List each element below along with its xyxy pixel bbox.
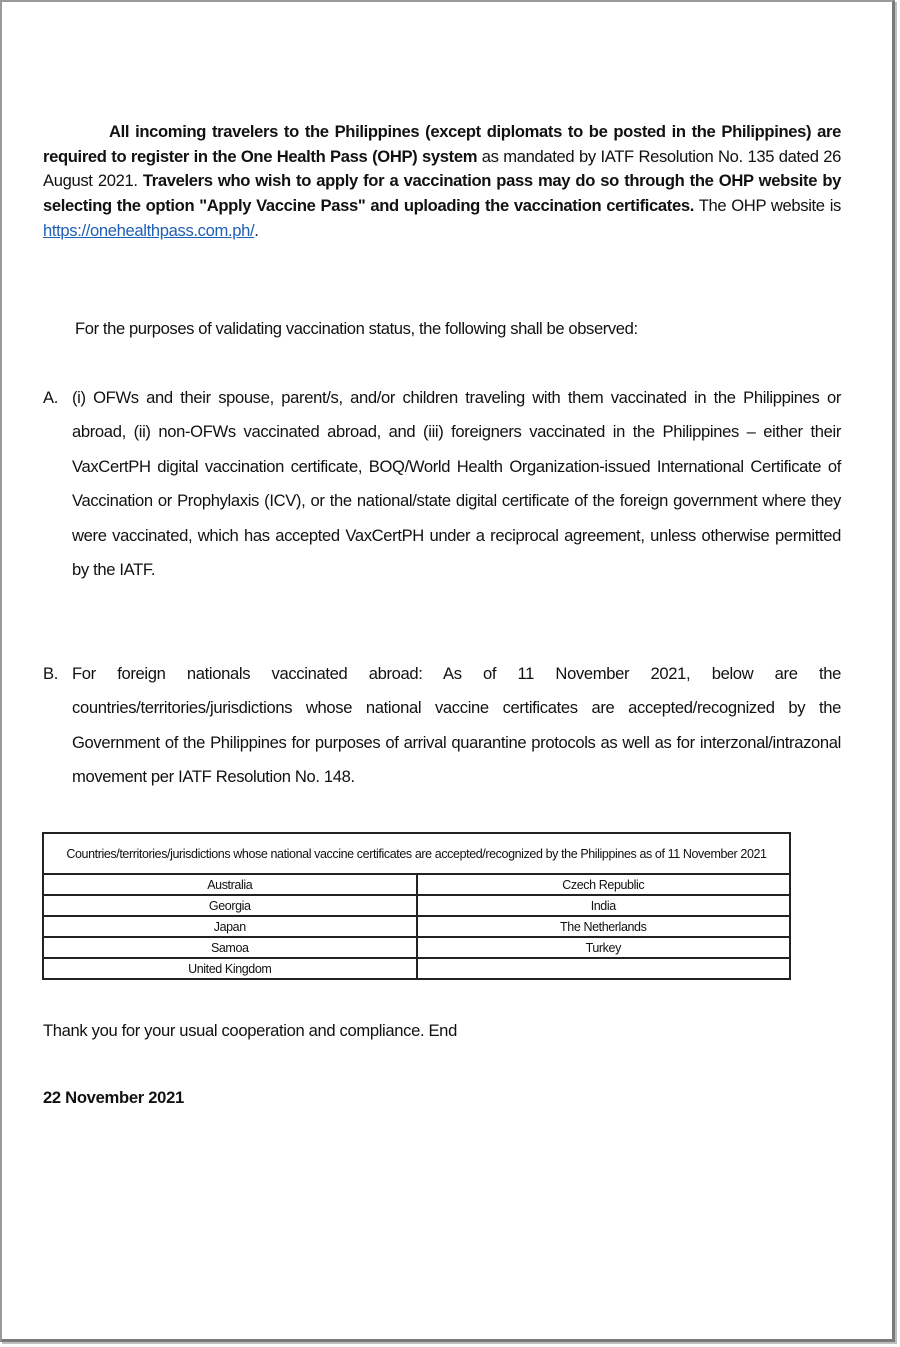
intro-paragraph	[43, 120, 841, 244]
intro-normal-text-1: as mandated by IATF Resolution No. 135 dated 26 August 2021.	[43, 146, 842, 191]
table-cell	[417, 958, 791, 979]
intro-bold-text-1: All incoming travelers to the Philippines (except diplomats to be posted in the Philippines) are required to register in the One Health Pass (OHP) system	[43, 122, 841, 166]
closing-text: Thank you for your usual cooperation and compliance. End	[43, 1021, 457, 1040]
document-date: 22 November 2021	[43, 1088, 184, 1107]
validation-lead-text: For the purposes of validating vaccination status, the following shall be observed:	[75, 319, 638, 338]
accepted-countries-table	[42, 832, 791, 980]
list-item-b-text: For foreign nationals vaccinated abroad: As of 11 November 2021, below are the countries/territories/jurisdictions whose national vaccine certificates are accepted/recognized by the Government of the Philippines for purposes of arrival quarantine protocols as well as for interzonal/intrazonal movement per IATF Resolution No. 148.	[72, 664, 841, 787]
table-header: Countries/territories/jurisdictions whose national vaccine certificates are accepted/recognized by the Philippines as of 11 November 2021	[43, 833, 790, 874]
table-row	[43, 958, 790, 979]
list-item-a-text: (i) OFWs and their spouse, parent/s, and/or children traveling with them vaccinated in the Philippines or abroad, (ii) non-OFWs vaccinated abroad, and (iii) foreigners vaccinated in the Philippines – either their VaxCertPH digital vaccination certificate, BOQ/World Health Organization-issued International Certificate of Vaccination or Prophylaxis (ICV), or the national/state digital certificate of the foreign government where they were vaccinated, which has accepted VaxCertPH under a reciprocal agreement, unless otherwise permitted by the IATF.	[72, 388, 841, 580]
table-cell: The Netherlands	[417, 916, 791, 937]
list-marker-b: B.	[43, 664, 58, 683]
intro-normal-text-2: The OHP website is	[693, 196, 841, 216]
intro-trailing-period: .	[254, 220, 259, 240]
table-cell: India	[417, 895, 791, 916]
intro-bold-text-2: Travelers who wish to apply for a vaccination pass may do so through the OHP website by selecting the option "Apply Vaccine Pass" and uploading the vaccination certificates.	[43, 171, 842, 216]
table-cell: Samoa	[43, 937, 417, 958]
table-cell: Japan	[43, 916, 417, 937]
ohp-website-link[interactable]: https://onehealthpass.com.ph/	[43, 220, 255, 240]
list-marker-a: A.	[43, 388, 58, 407]
table-row	[43, 874, 790, 895]
table-row	[43, 895, 790, 916]
table-cell: Georgia	[43, 895, 417, 916]
table-header-row	[43, 833, 790, 874]
list-item-b	[43, 657, 841, 795]
table-cell: United Kingdom	[43, 958, 417, 979]
table-cell: Turkey	[417, 937, 791, 958]
table-row	[43, 916, 790, 937]
table-cell: Czech Republic	[417, 874, 791, 895]
table-row	[43, 937, 790, 958]
table-cell: Australia	[43, 874, 417, 895]
list-item-a	[43, 381, 841, 587]
